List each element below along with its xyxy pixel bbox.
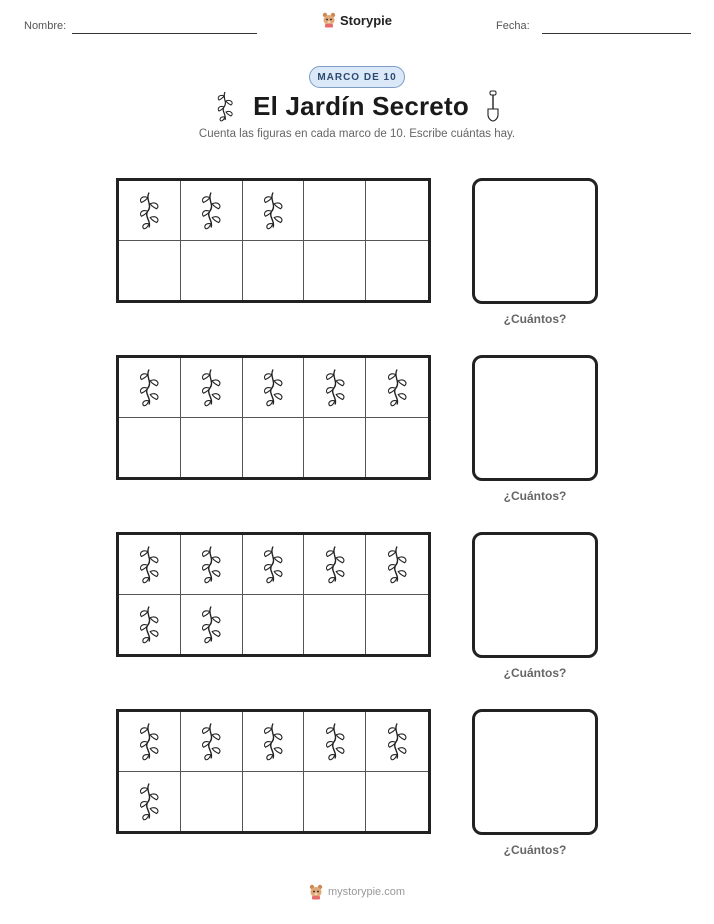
vine-plant-icon (258, 367, 288, 407)
frame-cell (181, 181, 243, 241)
frame-cell (119, 535, 181, 595)
name-label: Nombre: (24, 20, 67, 32)
vine-plant-icon (320, 544, 350, 584)
vine-plant-icon (196, 367, 226, 407)
frame-cell (181, 535, 243, 595)
date-field[interactable] (542, 33, 691, 34)
frame-cell (366, 595, 428, 655)
instructions: Cuenta las figuras en cada marco de 10. Escribe cuántas hay. (198, 128, 516, 140)
answer-box-2[interactable] (472, 355, 598, 481)
frame-cell (181, 418, 243, 478)
frame-cell (181, 712, 243, 772)
vine-plant-icon (196, 604, 226, 644)
vine-plant-icon (382, 721, 412, 761)
vine-plant-icon (196, 190, 226, 230)
frame-cell (119, 595, 181, 655)
frame-cell (119, 772, 181, 832)
title-row (0, 90, 714, 122)
frame-cell (366, 358, 428, 418)
frame-cell (119, 181, 181, 241)
ten-frame-2 (116, 355, 431, 480)
frame-cell (366, 712, 428, 772)
frame-cell (243, 418, 305, 478)
vine-plant-icon (258, 721, 288, 761)
frame-cell (366, 241, 428, 301)
ten-frame-4 (116, 709, 431, 834)
frame-cell (119, 712, 181, 772)
frame-cell (304, 418, 366, 478)
answer-label-3: ¿Cuántos? (503, 666, 567, 680)
footer-url: mystorypie.com (327, 886, 406, 898)
answer-label-4: ¿Cuántos? (503, 843, 567, 857)
footer (0, 884, 714, 900)
answer-label-2: ¿Cuántos? (503, 489, 567, 503)
vine-plant-icon (196, 544, 226, 584)
answer-box-1[interactable] (472, 178, 598, 304)
vine-plant-icon (382, 544, 412, 584)
brand-name: Storypie (339, 12, 392, 28)
vine-plant-icon (258, 544, 288, 584)
frame-cell (304, 181, 366, 241)
frame-cell (243, 241, 305, 301)
vine-plant-icon (134, 190, 164, 230)
vine-plant-icon (213, 90, 237, 122)
frame-cell (304, 712, 366, 772)
date-label: Fecha: (496, 20, 530, 32)
frame-cell (243, 358, 305, 418)
worksheet-type-badge: MARCO DE 10 (309, 66, 405, 88)
frame-cell (119, 241, 181, 301)
vine-plant-icon (134, 604, 164, 644)
vine-plant-icon (320, 721, 350, 761)
frame-cell (243, 595, 305, 655)
vine-plant-icon (320, 367, 350, 407)
answer-box-3[interactable] (472, 532, 598, 658)
frame-cell (304, 595, 366, 655)
frame-cell (119, 418, 181, 478)
frame-cell (304, 241, 366, 301)
vine-plant-icon (196, 721, 226, 761)
frame-cell (243, 535, 305, 595)
answer-box-4[interactable] (472, 709, 598, 835)
ten-frame-3 (116, 532, 431, 657)
vine-plant-icon (134, 367, 164, 407)
brand-logo (0, 12, 714, 28)
frame-cell (243, 712, 305, 772)
vine-plant-icon (134, 781, 164, 821)
frame-cell (181, 358, 243, 418)
shovel-icon (485, 90, 501, 122)
frame-cell (304, 772, 366, 832)
name-field[interactable] (72, 33, 257, 34)
frame-cell (181, 241, 243, 301)
ten-frame-1 (116, 178, 431, 303)
frame-cell (243, 181, 305, 241)
frame-cell (119, 358, 181, 418)
vine-plant-icon (258, 190, 288, 230)
frame-cell (366, 772, 428, 832)
vine-plant-icon (134, 721, 164, 761)
page-title: El Jardín Secreto (253, 90, 469, 121)
frame-cell (181, 772, 243, 832)
storypie-mascot-icon (309, 884, 323, 900)
frame-cell (304, 358, 366, 418)
frame-cell (243, 772, 305, 832)
frame-cell (366, 418, 428, 478)
frame-cell (366, 535, 428, 595)
frame-cell (366, 181, 428, 241)
frame-cell (304, 535, 366, 595)
vine-plant-icon (382, 367, 412, 407)
answer-label-1: ¿Cuántos? (503, 312, 567, 326)
storypie-mascot-icon (322, 12, 336, 28)
vine-plant-icon (134, 544, 164, 584)
frame-cell (181, 595, 243, 655)
